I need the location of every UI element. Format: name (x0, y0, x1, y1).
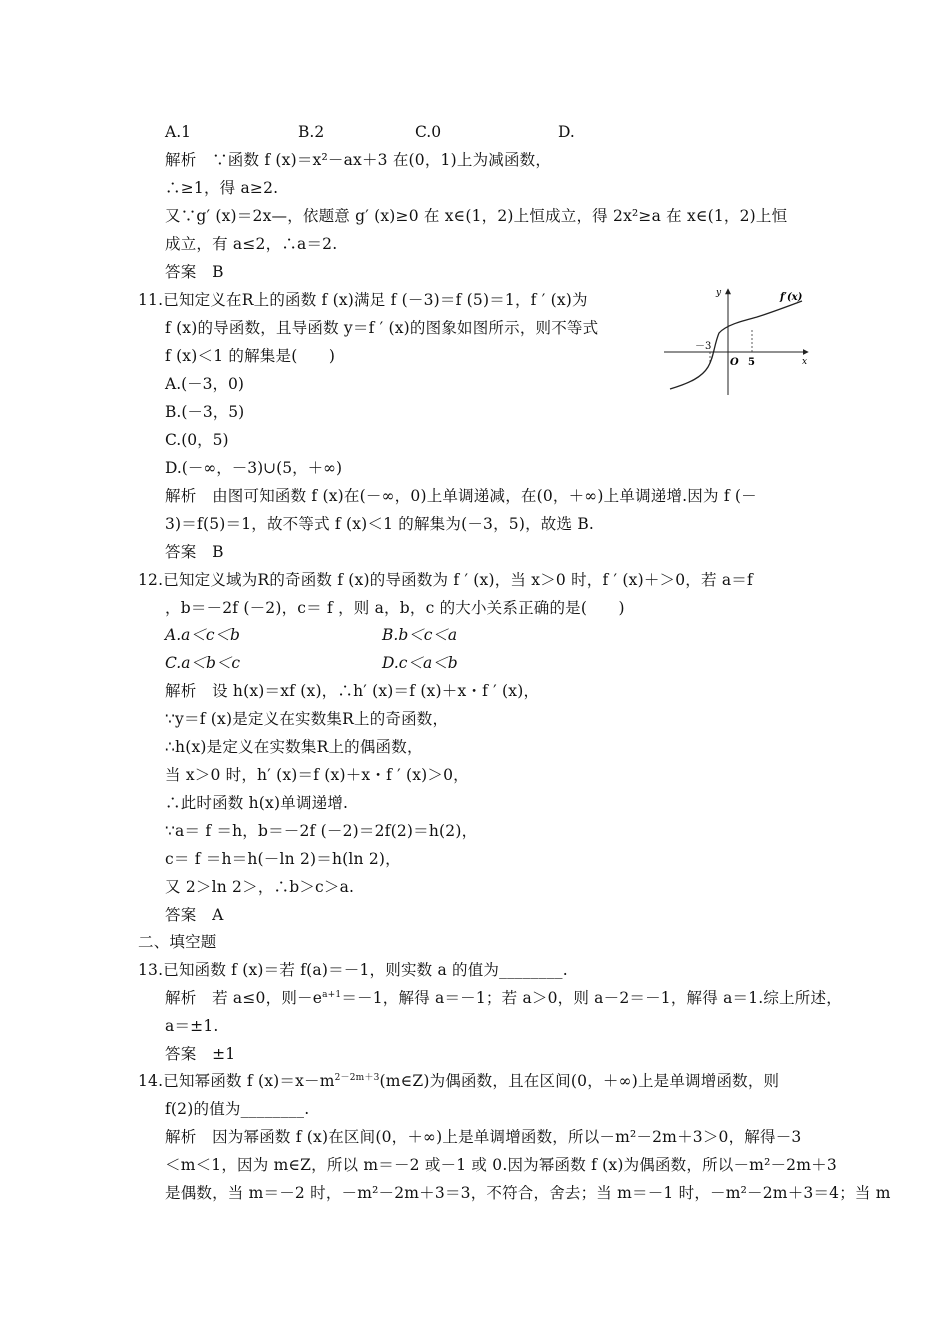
q11-option-b: B.(－3，5) (165, 403, 245, 421)
q13-exponent: a+1 (322, 990, 342, 1000)
q13-analysis-line (165, 988, 842, 1008)
q12-stem-line: ，b＝－2f (－2)，c＝ f ，则 a，b，c 的大小关系正确的是( ) (165, 599, 625, 617)
q13-analysis-line: a＝±1. (165, 1017, 219, 1035)
q11-analysis-line: 3)＝f(5)＝1，故不等式 f (x)＜1 的解集为(－3，5)，故选 B. (165, 515, 595, 533)
q14-analysis-line: 解析 因为幂函数 f (x)在区间(0，＋∞)上是单调增函数，所以－m²－2m＋3＞0，解得－3 (165, 1128, 802, 1146)
q11-option-d: D.(－∞，－3)∪(5，＋∞) (165, 459, 343, 477)
q12-option-d: D.c＜a＜b (382, 654, 458, 672)
q10-analysis-line: ∴≥1，得 a≥2. (165, 179, 279, 197)
q11-option-a: A.(－3，0) (165, 375, 244, 393)
q12-analysis-line: ∵a＝ f ＝h，b＝－2f (－2)＝2f(2)＝h(2)， (165, 822, 478, 840)
q11-answer: 答案 B (165, 543, 224, 561)
q12-analysis-line: c＝ f ＝h＝h(－ln 2)＝h(ln 2)， (165, 850, 401, 868)
tick-5-label: 5 (748, 357, 755, 368)
derivative-curve (670, 301, 802, 389)
curve-label: f′(x) (780, 292, 803, 303)
q10-option-d: D. (558, 123, 575, 141)
q13-analysis-text: 解析 若 a≤0，则－e (165, 989, 323, 1007)
q14-stem-text: (m∈Z)为偶函数，且在区间(0，＋∞)上是单调增函数，则 (379, 1072, 780, 1090)
q12-option-a: A.a＜c＜b (165, 626, 240, 644)
q12-answer: 答案 A (165, 906, 224, 924)
q10-answer: 答案 B (165, 263, 224, 281)
q12-analysis-line: 解析 设 h(x)＝xf (x)，∴h′ (x)＝f (x)＋x・f ′ (x)， (165, 682, 540, 700)
q12-stem-line: 12.已知定义域为R的奇函数 f (x)的导函数为 f ′ (x)，当 x＞0 时，f ′ (x)＋＞0，若 a＝f (138, 571, 753, 589)
q12-analysis-line: ∵y＝f (x)是定义在实数集R上的奇函数， (165, 710, 449, 728)
q13-analysis-text: ＝－1，解得 a＝－1；若 a＞0，则 a－2＝－1，解得 a＝1.综上所述， (341, 989, 842, 1007)
q14-analysis-line: 是偶数，当 m＝－2 时，－m²－2m＋3＝3，不符合，舍去；当 m＝－1 时，－m²－2m＋3＝4；当 m (165, 1184, 891, 1202)
q10-analysis-line: 又∵g′ (x)＝2x—，依题意 g′ (x)≥0 在 x∈(1，2)上恒成立，得 2x²≥a 在 x∈(1，2)上恒 (165, 207, 788, 225)
q14-exponent: 2－2m＋3 (334, 1073, 380, 1083)
q12-analysis-line: ∴此时函数 h(x)单调递增. (165, 794, 349, 812)
q13-answer: 答案 ±1 (165, 1045, 236, 1063)
q14-stem-line: f(2)的值为________. (165, 1100, 310, 1118)
tick-neg3-label: －3 (695, 341, 712, 352)
section-heading: 二、填空题 (138, 933, 217, 951)
q14-stem-line (138, 1071, 779, 1091)
q13-stem: 13.已知函数 f (x)＝若 f(a)＝－1，则实数 a 的值为________. (138, 961, 568, 979)
q12-option-b: B.b＜c＜a (382, 626, 458, 644)
q11-option-c: C.(0，5) (165, 431, 229, 449)
q10-option-c: C.0 (415, 123, 442, 141)
q14-analysis-line: ＜m＜1，因为 m∈Z，所以 m＝－2 或－1 或 0.因为幂函数 f (x)为偶函数，所以－m²－2m＋3 (165, 1156, 837, 1174)
q11-stem-line: 11.已知定义在R上的函数 f (x)满足 f (－3)＝f (5)＝1，f ′ (x)为 (138, 291, 588, 309)
q11-stem-line: f (x)的导函数，且导函数 y＝f ′ (x)的图象如图所示，则不等式 (165, 319, 599, 337)
origin-label: O (730, 357, 739, 368)
q11-stem-line: f (x)＜1 的解集是( ) (165, 347, 336, 365)
q14-stem-text: 14.已知幂函数 f (x)＝x－m (138, 1072, 335, 1090)
q11-analysis-line: 解析 由图可知函数 f (x)在(－∞，0)上单调递减，在(0，＋∞)上单调递增.因为 f (－ (165, 487, 757, 505)
q10-analysis-line: 成立，有 a≤2，∴a＝2. (165, 235, 338, 253)
q12-option-c: C.a＜b＜c (165, 654, 241, 672)
q12-analysis-line: ∴h(x)是定义在实数集R上的偶函数， (165, 738, 423, 756)
q12-analysis-line: 又 2＞ln 2＞，∴b＞c＞a. (165, 878, 355, 896)
q12-analysis-line: 当 x＞0 时，h′ (x)＝f (x)＋x・f ′ (x)＞0， (165, 766, 469, 784)
derivative-graph (662, 283, 812, 398)
q10-analysis-line: 解析 ∵函数 f (x)＝x²－ax＋3 在(0，1)上为减函数， (165, 151, 552, 169)
x-axis-label: x (802, 357, 808, 367)
y-axis-label: y (716, 288, 722, 298)
q10-option-b: B.2 (298, 123, 325, 141)
q10-option-a: A.1 (165, 123, 191, 141)
